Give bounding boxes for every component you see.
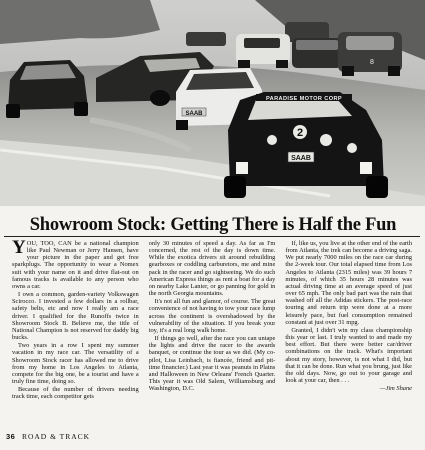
paragraph: It's not all fun and glamor, of course. The great convenience of not having to tow your race lump across the continent is overshadowed by the vulnerability of the situation. If you break your toy, it's a real long walk home.	[148, 298, 276, 334]
headline: Showroom Stock: Getting There is Half the Fun	[29, 215, 397, 235]
drop-cap: Y	[12, 240, 26, 258]
paragraph: I own a common, garden-variety Volkswagen Scirocco. I invested a few dollars in a rollbar, safety belts, etc and now I really am a race driver. I qualified for the Runoffs twice in Showroom Stock B. Believe me, the title of National Champion is not reserved for daddy big bucks.	[12, 291, 139, 342]
lead-car-number: 2	[296, 127, 304, 139]
paragraph: Granted, I didn't win my class championship this year or last. I truly wanted to and made my best effort. But there were better car/driver combinations on the track. What's important about my story, however, is not what I did, but that it can be done. Run what you brung, just like the old days. Now, go out to your garage and look at your car, then . . .	[285, 326, 412, 384]
paragraph	[12, 240, 139, 290]
column-3	[285, 240, 412, 422]
rear-car-number: 8	[370, 59, 374, 66]
lead-car-banner: PARADISE MOTOR CORP	[265, 96, 343, 102]
racing-photo	[0, 0, 425, 206]
page-footer	[6, 432, 90, 441]
paragraph: Two years in a row I spent my summer vacation in my race car. The versatility of a Showroom Stock racer has allowed me to drive from my home in Los Angeles to Atlanta, compete for the big one, be a tourist and have a truly fine time, doing so.	[12, 342, 139, 385]
author-signature: —Jim Shane	[379, 385, 412, 393]
column-1	[12, 240, 139, 422]
magazine-name: ROAD & TRACK	[21, 432, 91, 441]
lead-car-badge: SAAB	[291, 155, 311, 162]
page-number: 36	[6, 432, 16, 441]
article-body	[12, 240, 412, 422]
paragraph: only 30 minutes of speed a day. As far as I'm concerned, the rest of the day is down time. While the exotica drivers sit around rebuilding gearboxes or coddling carburetors, me and mine pack in the racer and go sightseeing. We do such American Express things as rent a boat for a day on nearby Lake Lanier, or go panning for gold in the north Georgia mountains.	[148, 240, 276, 298]
headline-rule	[4, 236, 420, 237]
white-car-badge: SAAB	[185, 111, 203, 117]
paragraph: If, like us, you live at the other end of the earth from Atlanta, the trek can become a driving saga. We put nearly 7000 miles on the race car during the 2-week tour. Our total elapsed time from Los Angeles to Atlanta (2315 miles) was 39 hours 7 minutes, of which 35 hours 28 minutes was actual driving time at an average speed of just over 65 mph. The only bad part was the rain that washed off all the Adidas stickers. The post-race touring and return trip were done at a more leisurely pace, but fuel consumption remained constant at just over 31 mpg.	[285, 240, 412, 326]
column-2	[149, 240, 276, 422]
paragraph-text: OU, TOO, CAN be a national champion like Paul Newman or Jerry Hansen, have your picture in the paper and get free sparkplugs. The opportunity to wear a Nomex suit with your name on it and drive flat-out on famous tracks is available to any person who owns a car.	[12, 240, 139, 290]
paragraph: If things go well, after the race you can untape the lights and drive the racer to the awards banquet, or continue the tour as we did. (My co-pilot, Lisa Leinbach, is fiancée, friend and pit-time financier.) Last year it was peanuts in Plains and Halloween in New Orleans' French Quarter. This year it was Old Salem, Williamsburg and Washington, D.C.	[148, 335, 276, 393]
paragraph: Because of the number of drivers needing track time, each competitor gets	[12, 386, 139, 401]
